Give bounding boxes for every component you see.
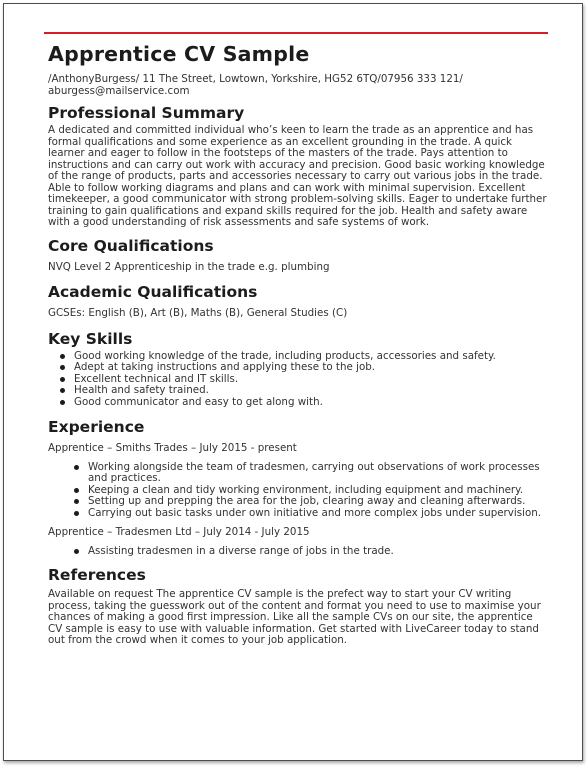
contact-line: /AnthonyBurgess/ 11 The Street, Lowtown, Yorkshire, HG52 6TQ/07956 333 121/ aburgess@mailservice.com [48,73,463,97]
section-heading: Experience [48,418,145,436]
section-professional-summary [48,103,548,229]
job-duties-list [48,462,548,520]
job-duties-list [48,546,548,558]
cv-content [48,41,548,647]
list-item: Working alongside the team of tradesmen, carrying out observations of work processes and practices. [88,462,548,485]
cv-title: Apprentice CV Sample [48,42,310,66]
job-title: Apprentice – Smiths Trades – July 2015 - present [48,442,297,454]
key-skills-list [48,351,548,409]
section-heading: Professional Summary [48,104,245,122]
core-qualifications-text: NVQ Level 2 Apprenticeship in the trade e.g. plumbing [48,260,330,273]
job-title: Apprentice – Tradesmen Ltd – July 2014 - July 2015 [48,526,310,538]
list-item: Health and safety trained. [74,385,548,397]
section-core-qualifications [48,236,548,274]
section-references [48,565,548,647]
list-item: Excellent technical and IT skills. [74,374,548,386]
list-item: Good working knowledge of the trade, including products, accessories and safety. [74,351,548,363]
section-academic-qualifications [48,282,548,320]
list-item: Setting up and prepping the area for the job, clearing away and cleaning afterwards. [88,496,548,508]
list-item: Carrying out basic tasks under own initiative and more complex jobs under supervision. [88,508,548,520]
list-item: Good communicator and easy to get along with. [74,397,548,409]
section-heading: Academic Qualifications [48,283,258,301]
list-item: Keeping a clean and tidy working environment, including equipment and machinery. [88,485,548,497]
section-experience [48,417,548,557]
section-heading: Core Qualifications [48,236,214,255]
references-text: Available on request The apprentice CV sample is the prefect way to start your CV writing process, taking the guesswork out of the content and format you need to use to maximise your chances of making a good first impression. Like all the sample CVs on our site, the apprentice CV sample is easy to use with valuable information. Get started with LiveCareer today to stand out from the crowd when it comes to your job application. [48,588,541,646]
summary-text: A dedicated and committed individual who’s keen to learn the trade as an apprentice and has formal qualifications and some experience as an excellent grounding in the trade. A quick learner and eager to follow in the footsteps of the masters of the trade. Pays attention to instructions and can carry out work with accuracy and precision. Good basic working knowledge of the range of products, parts and accessories necessary to carry out various jobs in the trade. Able to follow working diagrams and plans and can work with minimal supervision. Excellent timekeeper, a good communicator with strong problem-solving skills. Eager to undertake further training to gain qualifications and expand skills required for the job. Health and safety aware with a good understanding of risk assessments and safe systems of work. [48,124,547,228]
academic-qualifications-text: GCSEs: English (B), Art (B), Maths (B), General Studies (C) [48,307,348,319]
cv-page [3,3,583,761]
list-item: Assisting tradesmen in a diverse range of jobs in the trade. [88,546,548,558]
section-key-skills [48,329,548,409]
section-heading: References [48,566,146,584]
header-rule [44,32,548,34]
section-heading: Key Skills [48,329,133,348]
list-item: Adept at taking instructions and applying these to the job. [74,362,548,374]
